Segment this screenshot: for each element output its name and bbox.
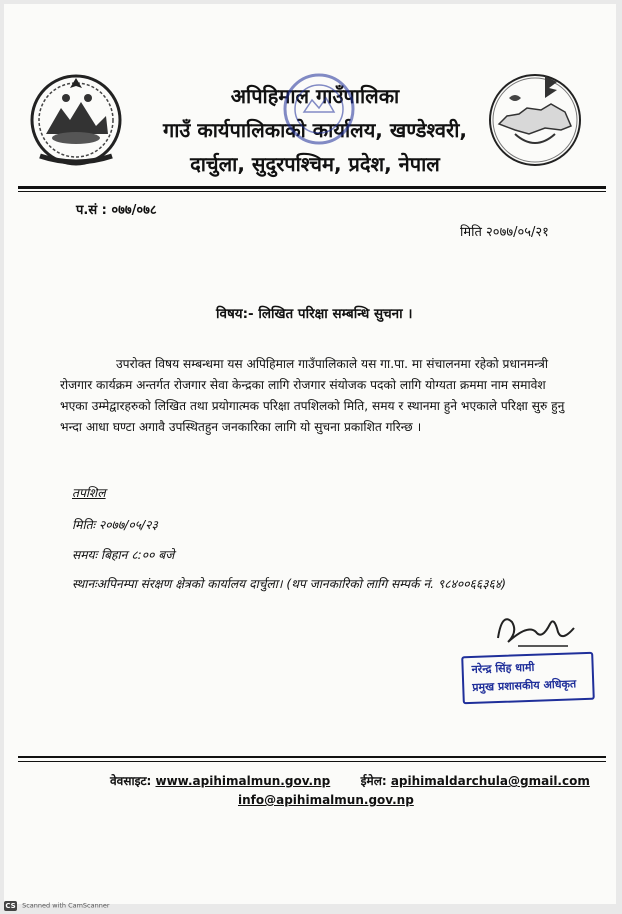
details-date: मितिः २०७७/०५/२३ [72, 518, 158, 532]
footer-divider-thin [18, 761, 606, 762]
website-label: वेवसाइट: [110, 774, 152, 788]
footer-email-2 [238, 793, 414, 807]
letter-date: मिति २०७७/०५/२१ [460, 225, 549, 240]
subject-line: विषय:- लिखित परिक्षा सम्बन्धि सुचना । [216, 306, 413, 322]
nepal-emblem-icon [26, 68, 126, 168]
details-place: स्थानःअपिनम्पा संरक्षण क्षेत्रको कार्यालय दार्चुला। (थप जानकारिको लागि सम्पर्क नं. ९८४००६६३६४) [72, 577, 506, 591]
body-line: उपरोक्त विषय सम्बन्धमा यस अपिहिमाल गाउँपालिकाले यस गा.पा. मा संचालनमा रहेको प्रधानमन्त्री [116, 357, 549, 371]
reference-number: प.सं : ०७७/०७८ [76, 203, 157, 218]
body-line: भएका उम्मेद्वारहरुको लिखित तथा प्रयोगात्मक परिक्षा तपशिलको मिति, समय र स्थानमा हुने भएकाले परिक्षा सुरु हुनु [60, 399, 565, 413]
details-heading: तपशिल [72, 486, 106, 500]
stamp-name: नरेन्द्र सिंह धामी [471, 660, 535, 676]
footer-contact-line [110, 772, 590, 789]
email-link[interactable]: apihimaldarchula@gmail.com [390, 774, 590, 788]
header-divider-thin [18, 191, 606, 192]
scanner-watermark [4, 895, 110, 914]
details-time: समयः बिहान ८:०० बजे [72, 548, 175, 562]
letterhead-office: गाउँ कार्यपालिकाको कार्यालय, खण्डेश्वरी, [162, 118, 467, 142]
letterhead-title: अपिहिमाल गाउँपालिका [230, 84, 400, 108]
email-label: ईमेल: [360, 774, 387, 788]
stamp-title: प्रमुख प्रशासकीय अधिकृत [472, 677, 577, 694]
nepal-map-seal-icon [485, 68, 585, 168]
body-paragraph [60, 354, 565, 438]
signature-icon [488, 602, 578, 654]
header-divider [18, 186, 606, 189]
letterhead-address: दार्चुला, सुदुरपश्चिम, प्रदेश, नेपाल [190, 152, 440, 176]
round-stamp-icon [282, 72, 356, 146]
camscanner-logo-icon: CS [5, 901, 16, 910]
website-link[interactable]: www.apihimalmun.gov.np [155, 774, 331, 788]
scanner-text: Scanned with CamScanner [22, 901, 110, 910]
official-stamp [461, 652, 595, 705]
footer-divider [18, 756, 606, 758]
info-email-link[interactable]: info@apihimalmun.gov.np [238, 793, 414, 807]
body-line: रोजगार कार्यक्रम अन्तर्गत रोजगार सेवा केन्द्रका लागि रोजगार संयोजक पदको लागि योग्यता क्रममा नाम समावेश [60, 378, 546, 392]
body-line: भन्दा आधा घण्टा अगावै उपस्थितहुन जनकारिका लागि यो सुचना प्रकाशित गरिन्छ । [60, 420, 422, 434]
